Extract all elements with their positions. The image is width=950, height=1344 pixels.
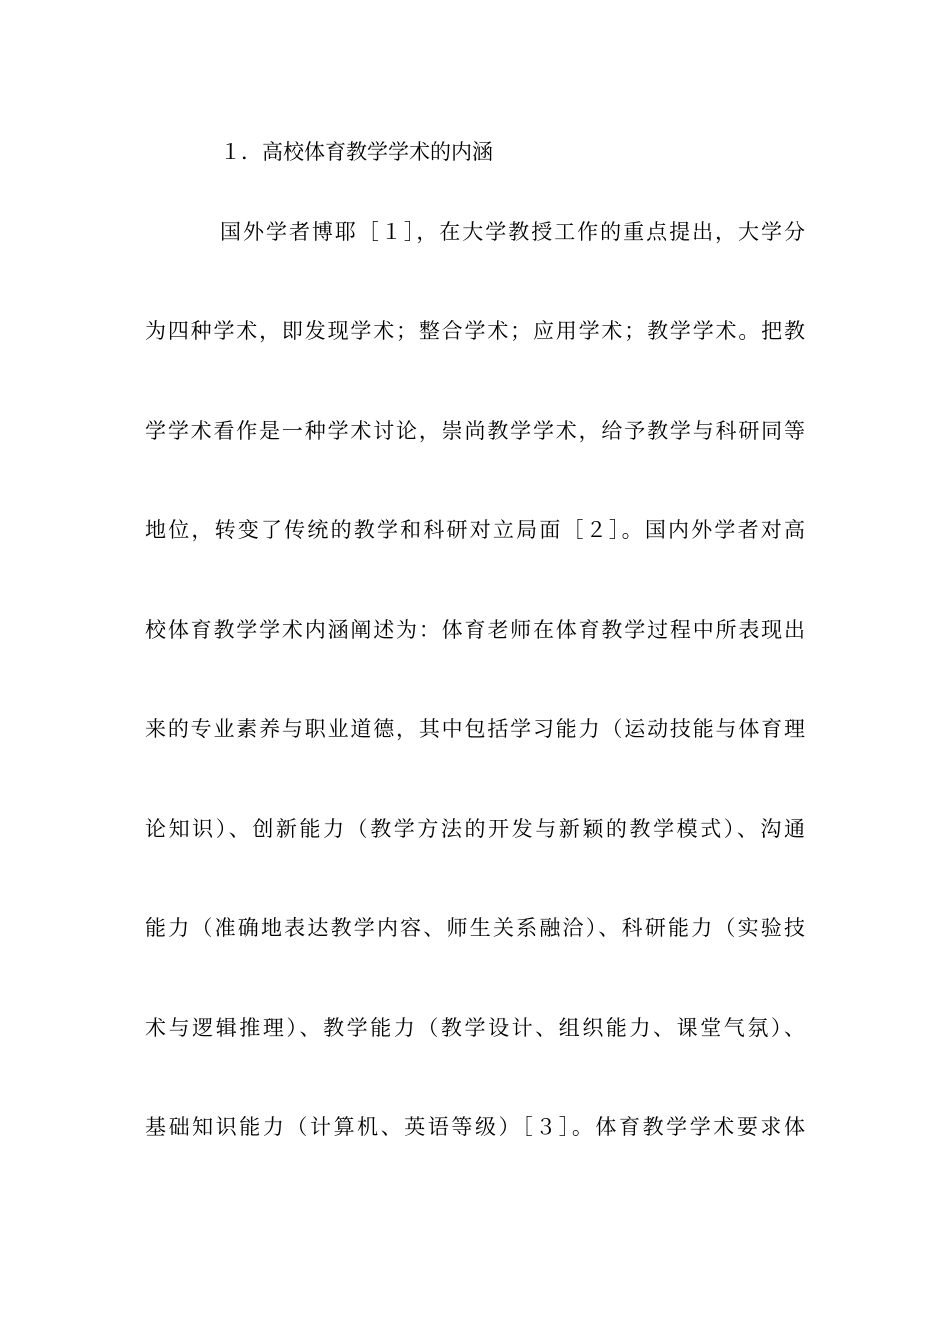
paragraph-line: 学学术看作是一种学术讨论，崇尚教学学术，给予教学与科研同等 xyxy=(145,419,805,443)
paragraph-line: 为四种学术，即发现学术；整合学术；应用学术；教学学术。把教 xyxy=(145,319,805,343)
paragraph-line: 基础知识能力（计算机、英语等级）［３］。体育教学学术要求体 xyxy=(145,1115,805,1139)
paragraph-line: 国外学者博耶［１］，在大学教授工作的重点提出，大学分 xyxy=(220,220,805,244)
paragraph-line: 论知识）、创新能力（教学方法的开发与新颖的教学模式）、沟通 xyxy=(145,817,805,841)
paragraph-line: 来的专业素养与职业道德，其中包括学习能力（运动技能与体育理 xyxy=(145,717,805,741)
paragraph-line: 术与逻辑推理）、教学能力（教学设计、组织能力、课堂气氛）、 xyxy=(145,1016,805,1040)
paragraph-line: 能力（准确地表达教学内容、师生关系融洽）、科研能力（实验技 xyxy=(145,916,805,940)
paragraph-line: 地位，转变了传统的教学和科研对立局面［２］。国内外学者对高 xyxy=(145,518,805,542)
paragraph-line: 校体育教学学术内涵阐述为：体育老师在体育教学过程中所表现出 xyxy=(145,618,805,642)
section-heading: １．高校体育教学学术的内涵 xyxy=(220,140,493,164)
